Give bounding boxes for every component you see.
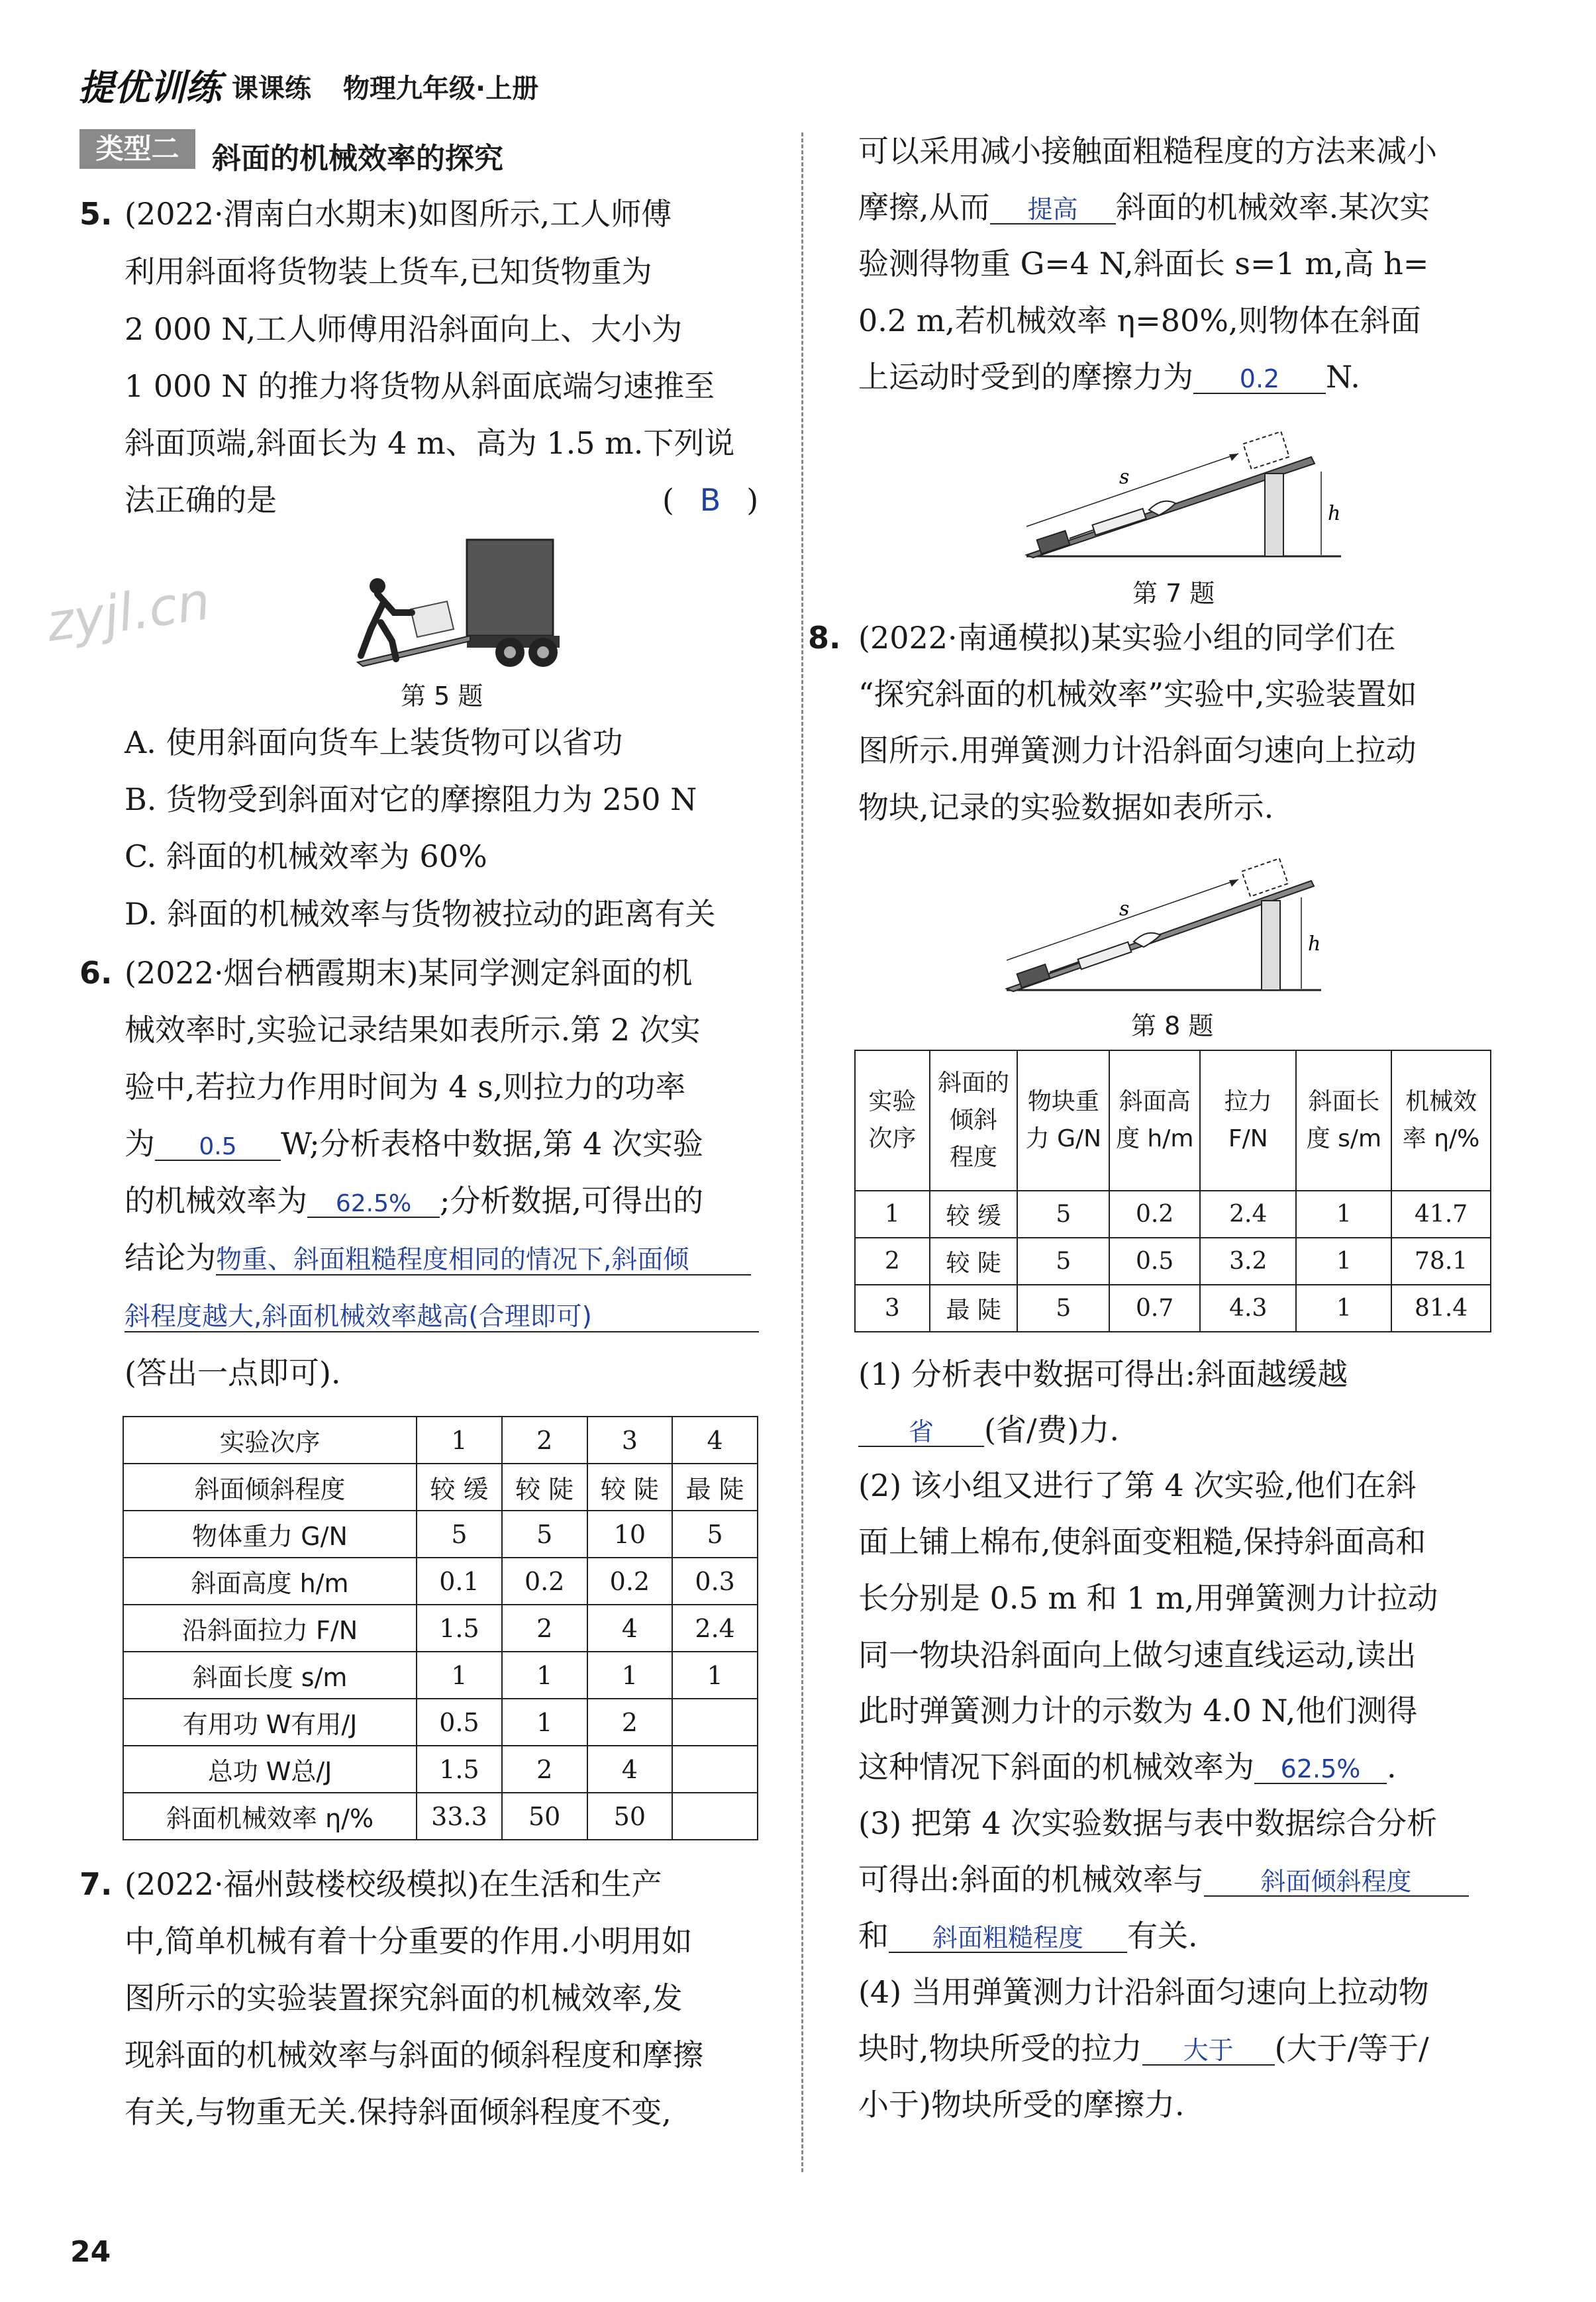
table-cell: 最 陡: [672, 1464, 758, 1511]
table-cell: 1: [417, 1652, 502, 1699]
table-cell: 0.7: [1109, 1285, 1200, 1332]
q6-line: (2022·烟台栖霞期末)某同学测定斜面的机: [125, 955, 693, 991]
header-text: 实验: [868, 1088, 917, 1116]
header-text: 度 s/m: [1306, 1125, 1382, 1152]
q6-line: 的机械效率为 62.5% ;分析数据,可得出的: [125, 1183, 704, 1219]
figure-5-caption: 第 5 题: [401, 681, 483, 711]
q7-line: 验测得物重 G=4 N,斜面长 s=1 m,高 h=: [858, 246, 1429, 281]
table-cell: 4: [587, 1605, 673, 1652]
header-text: 度 h/m: [1115, 1125, 1194, 1152]
table-cell: 3.2: [1200, 1238, 1296, 1285]
q6-conclusion-blank: 物重、斜面粗糙程度相同的情况下,斜面倾: [216, 1247, 751, 1276]
table-cell: 50: [587, 1793, 673, 1840]
q8-p2: 同一物块沿斜面向上做匀速直线运动,读出: [858, 1637, 1417, 1673]
q8-p2: 此时弹簧测力计的示数为 4.0 N,他们测得: [858, 1693, 1418, 1728]
table-cell: 5: [417, 1511, 502, 1558]
q5-line: (2022·渭南白水期末)如图所示,工人师傅: [125, 196, 672, 232]
table-cell: 0.2: [502, 1558, 587, 1605]
table-cell: 1: [1296, 1191, 1391, 1238]
q8-p4: 块时,物块所受的拉力 大于 (大于/等于/: [858, 2030, 1429, 2066]
header-text: F/N: [1228, 1125, 1268, 1152]
q5-option-b: B. 货物受到斜面对它的摩擦阻力为 250 N: [125, 781, 697, 817]
table-header-cell: [1200, 1050, 1296, 1191]
q7-line: 图所示的实验装置探究斜面的机械效率,发: [125, 1980, 683, 2016]
q8-p2-blank: 62.5%: [1254, 1756, 1387, 1784]
table-cell: 1: [1296, 1238, 1391, 1285]
table-cell: 5: [672, 1511, 758, 1558]
block: [1017, 964, 1050, 987]
header-book: 物理九年级·上册: [343, 74, 539, 104]
q6-number: 6.: [79, 955, 113, 991]
q8-p2: 面上铺上棉布,使斜面变粗糙,保持斜面高和: [858, 1524, 1426, 1560]
table-cell: 2: [502, 1417, 587, 1464]
s-arrow-head: [1229, 879, 1238, 887]
table-cell: 3: [587, 1417, 673, 1464]
block-end-dashed: [1243, 432, 1289, 470]
header-text: 斜面高: [1119, 1088, 1191, 1116]
label-s: s: [1119, 897, 1130, 921]
q8-p3-blank2: 斜面粗糙程度: [889, 1925, 1127, 1953]
table-row: [123, 1511, 758, 1558]
q7-line: 有关,与物重无关.保持斜面倾斜程度不变,: [125, 2094, 672, 2130]
header-text: 程度: [950, 1143, 998, 1171]
table-cell: [672, 1793, 758, 1840]
q8-p1: (1) 分析表中数据可得出:斜面越缓越: [858, 1356, 1348, 1392]
table-header-cell: [1109, 1050, 1200, 1191]
header: [78, 58, 674, 109]
column-divider: [801, 132, 803, 2172]
table-row: [123, 1746, 758, 1793]
figure-5: [331, 530, 583, 672]
row-header-cell: 斜面高度 h/m: [123, 1558, 417, 1605]
table-cell: 较 陡: [930, 1238, 1018, 1285]
truck: [467, 540, 560, 667]
worker: [361, 578, 412, 659]
q7-line: 可以采用减小接触面粗糙程度的方法来减小: [858, 133, 1437, 169]
q7-line: (2022·福州鼓楼校级模拟)在生活和生产: [125, 1866, 662, 1902]
brand-logo: 提优训练: [78, 67, 221, 109]
q8-p4-blank: 大于: [1142, 2038, 1275, 2066]
q6-line: 验中,若拉力作用时间为 4 s,则拉力的功率: [125, 1069, 686, 1105]
figure-7-caption: 第 7 题: [1132, 579, 1215, 608]
block-end-dashed: [1242, 858, 1288, 896]
table-cell: 0.2: [587, 1558, 673, 1605]
header-text: 倾斜: [950, 1107, 998, 1134]
q8-line: 物块,记录的实验数据如表所示.: [858, 789, 1274, 825]
table-cell: [672, 1746, 758, 1793]
q8-p3-blank1: 斜面倾斜程度: [1204, 1869, 1469, 1897]
table-cell: 1: [502, 1699, 587, 1746]
table-cell: 1: [587, 1652, 673, 1699]
table-header-cell: [930, 1050, 1018, 1191]
q6-line: 为 0.5 W;分析表格中数据,第 4 次实验: [125, 1126, 703, 1162]
table-header-cell: [1017, 1050, 1109, 1191]
q5-answer-bracket: ( B ): [662, 482, 759, 518]
figure-8-caption: 第 8 题: [1131, 1011, 1214, 1040]
table-header-row: [855, 1050, 1491, 1191]
cargo-box: [411, 601, 454, 637]
q8-p2: (2) 该小组又进行了第 4 次实验,他们在斜: [858, 1468, 1417, 1503]
q5-line: 利用斜面将货物装上货车,已知货物重为: [125, 254, 652, 289]
header-text: 次序: [868, 1125, 917, 1152]
q7-line: 上运动时受到的摩擦力为 0.2 N.: [858, 359, 1360, 395]
table-header-cell: [855, 1050, 930, 1191]
q6-line: 结论为物重、斜面粗糙程度相同的情况下,斜面倾: [125, 1242, 751, 1276]
q5-option-d: D. 斜面的机械效率与货物被拉动的距离有关: [125, 896, 716, 932]
q8-line: (2022·南通模拟)某实验小组的同学们在: [858, 620, 1396, 656]
section-title: 斜面的机械效率的探究: [212, 142, 503, 175]
header-text: 斜面的: [938, 1070, 1010, 1097]
q7-line: 摩擦,从而 提高 斜面的机械效率.某次实: [858, 189, 1430, 225]
header-text: 斜面长: [1308, 1088, 1380, 1116]
support-block: [1262, 901, 1280, 990]
q7-line: 0.2 m,若机械效率 η=80%,则物体在斜面: [858, 303, 1421, 338]
q8-p1: 省 (省/费)力.: [858, 1415, 1119, 1447]
figure-7: [1013, 417, 1358, 570]
header-text: 机械效: [1405, 1088, 1477, 1116]
header-text: 力 G/N: [1025, 1125, 1102, 1152]
q8-table: [854, 1050, 1491, 1332]
table-cell: 5: [1017, 1285, 1109, 1332]
label-s: s: [1119, 466, 1130, 489]
table-cell: 0.5: [1109, 1238, 1200, 1285]
table-cell: 2.4: [672, 1605, 758, 1652]
table-cell: [672, 1699, 758, 1746]
table-cell: 0.5: [417, 1699, 502, 1746]
q8-p3: 和 斜面粗糙程度 有关.: [858, 1918, 1198, 1954]
section-heading: [79, 129, 742, 175]
q5-option-a: A. 使用斜面向货车上装货物可以省功: [125, 725, 623, 760]
table-cell: 1.5: [417, 1746, 502, 1793]
row-header-cell: 总功 W总/J: [123, 1746, 417, 1793]
q8-p3: (3) 把第 4 次实验数据与表中数据综合分析: [858, 1805, 1438, 1841]
section-tag: 类型二: [79, 129, 195, 169]
table-cell: 1: [855, 1191, 930, 1238]
support-block: [1265, 474, 1283, 556]
row-header-cell: 斜面长度 s/m: [123, 1652, 417, 1699]
table-cell: 0.3: [672, 1558, 758, 1605]
q5-number: 5.: [79, 196, 113, 232]
table-row: [123, 1652, 758, 1699]
table-cell: 3: [855, 1285, 930, 1332]
table-cell: 2: [502, 1746, 587, 1793]
block: [1037, 530, 1070, 554]
q7-line: 现斜面的机械效率与斜面的倾斜程度和摩擦: [125, 2037, 703, 2073]
header-text: 拉力: [1224, 1088, 1272, 1116]
ramp: [358, 636, 470, 666]
table-cell: 33.3: [417, 1793, 502, 1840]
table-row: [855, 1285, 1491, 1332]
row-header-cell: 有用功 W有用/J: [123, 1699, 417, 1746]
table-cell: 1: [672, 1652, 758, 1699]
q5-line: 2 000 N,工人师傅用沿斜面向上、大小为: [125, 311, 683, 347]
q8-line: “探究斜面的机械效率”实验中,实验装置如: [858, 676, 1417, 712]
table-cell: 78.1: [1391, 1238, 1491, 1285]
figure-8: [993, 854, 1338, 1003]
table-cell: 5: [1017, 1238, 1109, 1285]
q7-efficiency-blank: 提高: [990, 197, 1116, 225]
label-h: h: [1328, 502, 1341, 525]
table-row: [123, 1605, 758, 1652]
table-row: [123, 1417, 758, 1464]
table-cell: 50: [502, 1793, 587, 1840]
row-header-cell: 实验次序: [123, 1417, 417, 1464]
table-cell: 2: [855, 1238, 930, 1285]
spring-scale: [1078, 942, 1132, 969]
table-cell: 0.2: [1109, 1191, 1200, 1238]
q7-number: 7.: [79, 1866, 113, 1902]
row-header-cell: 斜面机械效率 η/%: [123, 1793, 417, 1840]
header-text: 物块重: [1027, 1088, 1099, 1116]
table-row: [123, 1558, 758, 1605]
table-header-cell: [1296, 1050, 1391, 1191]
table-cell: 2: [502, 1605, 587, 1652]
table-cell: 1: [502, 1652, 587, 1699]
q5-option-c: C. 斜面的机械效率为 60%: [125, 838, 487, 874]
table-cell: 41.7: [1391, 1191, 1491, 1238]
table-cell: 5: [1017, 1191, 1109, 1238]
table-row: [123, 1699, 758, 1746]
q8-p1-blank: 省: [858, 1419, 984, 1447]
table-cell: 2: [587, 1699, 673, 1746]
q5-line: 斜面顶端,斜面长为 4 m、高为 1.5 m.下列说: [125, 425, 735, 461]
table-cell: 较 缓: [417, 1464, 502, 1511]
row-header-cell: 斜面倾斜程度: [123, 1464, 417, 1511]
q8-p3: 可得出:斜面的机械效率与 斜面倾斜程度: [858, 1864, 1469, 1897]
q7-line: 中,简单机械有着十分重要的作用.小明用如: [125, 1923, 693, 1959]
watermark: zyjl.cn: [42, 572, 214, 654]
table-row: [855, 1238, 1491, 1285]
row-header-cell: 沿斜面拉力 F/N: [123, 1605, 417, 1652]
q8-p4: 小于)物块所受的摩擦力.: [858, 2087, 1185, 2123]
table-cell: 4: [587, 1746, 673, 1793]
q5-answer: B: [699, 482, 721, 518]
q8-line: 图所示.用弹簧测力计沿斜面匀速向上拉动: [858, 732, 1417, 768]
table-cell: 4: [672, 1417, 758, 1464]
header-subtitle: 课课练: [232, 74, 311, 104]
q6-line: 械效率时,实验记录结果如表所示.第 2 次实: [125, 1012, 701, 1048]
table-cell: 最 陡: [930, 1285, 1018, 1332]
q8-p2: 这种情况下斜面的机械效率为 62.5% .: [858, 1749, 1397, 1785]
table-cell: 81.4: [1391, 1285, 1491, 1332]
table-cell: 1: [1296, 1285, 1391, 1332]
table-cell: 1.5: [417, 1605, 502, 1652]
q8-p2: 长分别是 0.5 m 和 1 m,用弹簧测力计拉动: [858, 1580, 1438, 1616]
q8-number: 8.: [808, 620, 841, 656]
table-cell: 2.4: [1200, 1191, 1296, 1238]
s-arrow-head: [1229, 454, 1238, 461]
table-cell: 10: [587, 1511, 673, 1558]
row-header-cell: 物体重力 G/N: [123, 1511, 417, 1558]
q5-line: 法正确的是: [125, 482, 277, 518]
header-text: 率 η/%: [1402, 1125, 1480, 1152]
table-cell: 5: [502, 1511, 587, 1558]
table-cell: 0.1: [417, 1558, 502, 1605]
label-h: h: [1308, 932, 1321, 956]
table-row: [123, 1464, 758, 1511]
q8-p4: (4) 当用弹簧测力计沿斜面匀速向上拉动物: [858, 1974, 1429, 2010]
table-row: [855, 1191, 1491, 1238]
q6-table: [123, 1416, 758, 1840]
table-row: [123, 1793, 758, 1840]
spring-scale: [1092, 509, 1146, 535]
table-cell: 较 陡: [587, 1464, 673, 1511]
table-header-cell: [1391, 1050, 1491, 1191]
table-cell: 1: [417, 1417, 502, 1464]
q6-line: (答出一点即可).: [125, 1355, 341, 1391]
q5-line: 1 000 N 的推力将货物从斜面底端匀速推至: [125, 368, 715, 404]
q6-conclusion-line2: 斜程度越大,斜面机械效率越高(合理即可): [125, 1299, 759, 1332]
table-cell: 较 缓: [930, 1191, 1018, 1238]
q6-efficiency-blank: 62.5%: [307, 1191, 440, 1218]
table-cell: 较 陡: [502, 1464, 587, 1511]
page-number: 24: [70, 2235, 111, 2269]
q6-power-blank: 0.5: [155, 1134, 281, 1161]
table-cell: 4.3: [1200, 1285, 1296, 1332]
q7-friction-blank: 0.2: [1193, 366, 1326, 394]
